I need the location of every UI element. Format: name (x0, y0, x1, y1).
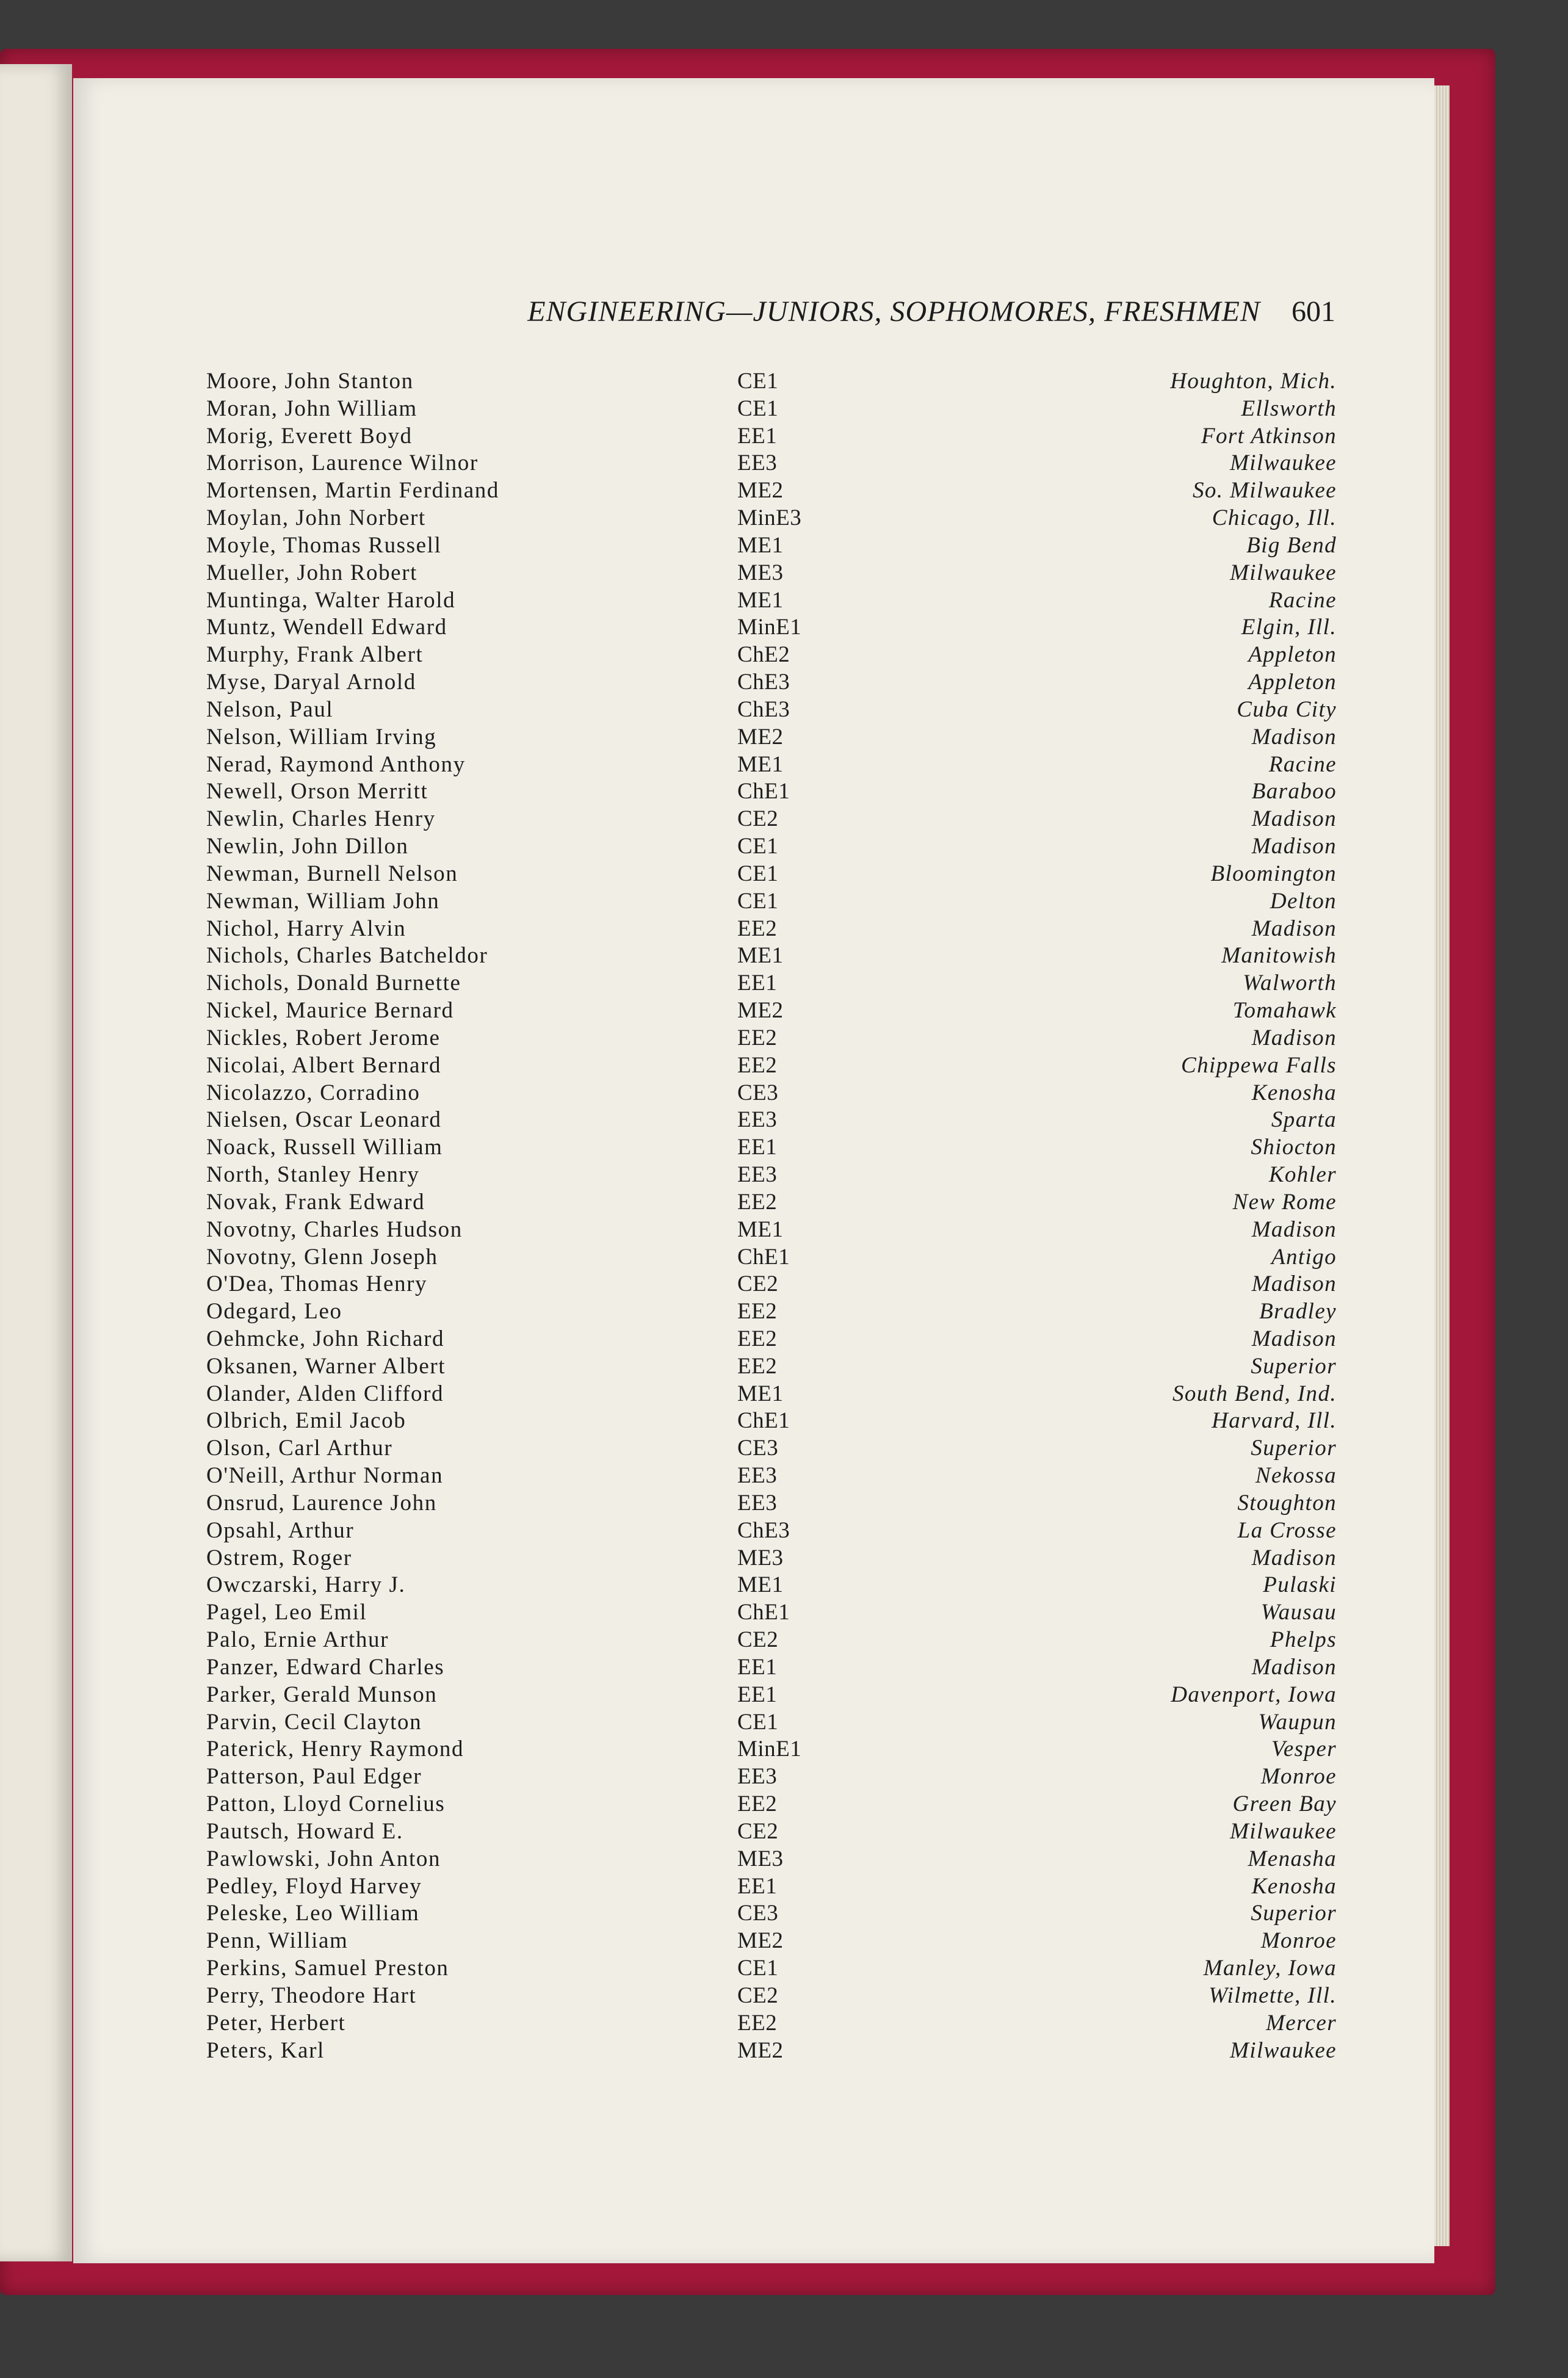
student-name: Muntinga, Walter Harold (206, 587, 456, 613)
student-name: Olson, Carl Arthur (206, 1436, 393, 1461)
student-hometown: Bloomington (1210, 861, 1337, 886)
student-row (206, 806, 1337, 833)
student-hometown: Davenport, Iowa (1171, 1682, 1337, 1707)
student-course: CE2 (737, 1627, 779, 1653)
student-row (206, 1545, 1337, 1572)
student-course: ChE1 (737, 1408, 790, 1434)
student-course: EE3 (737, 1490, 778, 1516)
student-hometown: Shiocton (1251, 1135, 1337, 1160)
student-course: EE1 (737, 423, 778, 449)
student-course: EE3 (737, 1162, 778, 1188)
student-row (206, 1709, 1337, 1737)
student-course: CE3 (737, 1436, 779, 1461)
student-name: Patton, Lloyd Cornelius (206, 1791, 446, 1817)
student-hometown: Mercer (1266, 2010, 1337, 2036)
student-roster (206, 368, 1337, 2064)
student-hometown: Bradley (1259, 1299, 1337, 1325)
student-course: CE1 (737, 861, 779, 886)
student-course: MinE1 (737, 615, 802, 640)
student-course: CE1 (737, 1956, 779, 1981)
student-name: Panzer, Edward Charles (206, 1654, 445, 1680)
student-name: Opsahl, Arthur (206, 1517, 355, 1543)
student-course: EE3 (737, 1463, 778, 1489)
student-name: O'Neill, Arthur Norman (206, 1463, 444, 1489)
student-course: CE1 (737, 396, 779, 421)
student-hometown: Walworth (1243, 970, 1337, 996)
student-row (206, 1873, 1337, 1901)
student-row (206, 2010, 1337, 2037)
student-course: CE1 (737, 888, 779, 914)
student-row (206, 1381, 1337, 1408)
student-name: Nielsen, Oscar Leonard (206, 1107, 442, 1133)
student-name: Perkins, Samuel Preston (206, 1956, 449, 1981)
student-hometown: Milwaukee (1230, 2037, 1337, 2063)
student-hometown: New Rome (1232, 1189, 1337, 1215)
student-row (206, 1572, 1337, 1599)
student-name: Onsrud, Laurence John (206, 1490, 437, 1516)
student-row (206, 1271, 1337, 1298)
student-hometown: Monroe (1260, 1928, 1337, 1954)
student-hometown: Wausau (1260, 1600, 1337, 1625)
student-course: MinE3 (737, 505, 802, 531)
student-hometown: Madison (1251, 1271, 1337, 1297)
student-name: Pagel, Leo Emil (206, 1600, 367, 1625)
student-course: EE1 (737, 1654, 778, 1680)
student-name: Myse, Daryal Arnold (206, 670, 416, 695)
student-hometown: Kenosha (1251, 1873, 1337, 1899)
student-row (206, 1025, 1337, 1052)
student-name: Olbrich, Emil Jacob (206, 1408, 406, 1434)
student-hometown: Superior (1251, 1353, 1337, 1379)
student-row (206, 970, 1337, 997)
student-hometown: Waupun (1258, 1709, 1337, 1735)
student-hometown: Houghton, Mich. (1170, 369, 1337, 394)
student-hometown: Milwaukee (1230, 560, 1337, 585)
student-hometown: Baraboo (1251, 779, 1337, 804)
running-head: ENGINEERING—JUNIORS, SOPHOMORES, FRESHMEN (527, 295, 1260, 328)
student-hometown: Phelps (1270, 1627, 1337, 1653)
student-course: ChE3 (737, 670, 790, 695)
student-name: Pautsch, Howard E. (206, 1818, 403, 1844)
student-name: Pawlowski, John Anton (206, 1846, 441, 1871)
student-row (206, 560, 1337, 587)
student-name: Paterick, Henry Raymond (206, 1737, 464, 1762)
student-course: EE1 (737, 1135, 778, 1160)
student-course: EE3 (737, 1764, 778, 1790)
student-course: ME3 (737, 1545, 784, 1570)
student-name: Nicolazzo, Corradino (206, 1080, 421, 1105)
student-course: EE2 (737, 1052, 778, 1078)
student-name: Mortensen, Martin Ferdinand (206, 478, 499, 504)
student-name: Novak, Frank Edward (206, 1189, 425, 1215)
student-course: EE1 (737, 1873, 778, 1899)
student-hometown: Vesper (1271, 1737, 1337, 1762)
student-row (206, 751, 1337, 779)
student-row (206, 614, 1337, 641)
student-name: Novotny, Glenn Joseph (206, 1244, 438, 1270)
student-name: Palo, Ernie Arthur (206, 1627, 389, 1653)
student-course: EE2 (737, 1299, 778, 1325)
student-course: ME1 (737, 1572, 784, 1598)
student-row (206, 450, 1337, 477)
student-row (206, 1736, 1337, 1763)
student-row (206, 1682, 1337, 1709)
student-hometown: Antigo (1271, 1244, 1337, 1270)
student-course: ME1 (737, 587, 784, 613)
student-row (206, 368, 1337, 396)
student-course: ME3 (737, 1846, 784, 1871)
student-row (206, 2037, 1337, 2065)
student-hometown: Elgin, Ill. (1241, 615, 1337, 640)
student-name: Nickel, Maurice Bernard (206, 998, 454, 1024)
student-course: ChE1 (737, 1600, 790, 1625)
student-hometown: Chicago, Ill. (1212, 505, 1337, 531)
student-hometown: Madison (1251, 916, 1337, 941)
student-name: Ostrem, Roger (206, 1545, 352, 1570)
student-course: CE1 (737, 1709, 779, 1735)
student-row (206, 532, 1337, 560)
student-hometown: Monroe (1260, 1764, 1337, 1790)
student-hometown: Sparta (1271, 1107, 1337, 1133)
student-hometown: Superior (1251, 1436, 1337, 1461)
student-row (206, 1928, 1337, 1955)
student-name: Parker, Gerald Munson (206, 1682, 438, 1707)
student-hometown: Madison (1251, 834, 1337, 859)
student-row (206, 1900, 1337, 1928)
student-row (206, 1216, 1337, 1244)
student-row (206, 1818, 1337, 1846)
student-name: Newlin, John Dillon (206, 834, 409, 859)
student-course: ChE1 (737, 1244, 790, 1270)
student-name: O'Dea, Thomas Henry (206, 1271, 428, 1297)
student-name: Newlin, Charles Henry (206, 806, 436, 832)
student-course: CE1 (737, 834, 779, 859)
student-course: ME2 (737, 1928, 784, 1954)
student-row (206, 1408, 1337, 1435)
student-row (206, 1791, 1337, 1818)
student-row (206, 724, 1337, 751)
student-name: Nichols, Charles Batcheldor (206, 943, 488, 969)
student-course: EE2 (737, 1326, 778, 1351)
student-hometown: Tomahawk (1232, 998, 1337, 1024)
student-hometown: Madison (1251, 1545, 1337, 1570)
student-hometown: Harvard, Ill. (1212, 1408, 1337, 1434)
student-name: Penn, William (206, 1928, 349, 1954)
student-hometown: South Bend, Ind. (1172, 1381, 1337, 1406)
student-hometown: Nekossa (1255, 1463, 1337, 1489)
student-row (206, 1846, 1337, 1873)
student-row (206, 833, 1337, 861)
student-row (206, 1462, 1337, 1490)
student-row (206, 1982, 1337, 2010)
student-name: Newman, William John (206, 888, 440, 914)
student-row (206, 1517, 1337, 1545)
student-name: Moylan, John Norbert (206, 505, 426, 531)
student-name: North, Stanley Henry (206, 1162, 420, 1188)
student-hometown: Appleton (1248, 670, 1337, 695)
student-course: ChE2 (737, 642, 790, 668)
student-row (206, 1490, 1337, 1517)
student-row (206, 1134, 1337, 1162)
student-hometown: Stoughton (1237, 1490, 1337, 1516)
student-name: Peleske, Leo William (206, 1901, 420, 1926)
student-hometown: Madison (1251, 1216, 1337, 1242)
student-hometown: Madison (1251, 1025, 1337, 1050)
page-number: 601 (1292, 295, 1335, 328)
student-name: Perry, Theodore Hart (206, 1982, 417, 2008)
student-hometown: Madison (1251, 806, 1337, 832)
student-hometown: Madison (1251, 1326, 1337, 1351)
student-course: CE3 (737, 1080, 779, 1105)
student-row (206, 1298, 1337, 1326)
student-name: Noack, Russell William (206, 1135, 443, 1160)
student-name: Nichol, Harry Alvin (206, 916, 406, 941)
student-row (206, 587, 1337, 615)
student-course: CE3 (737, 1901, 779, 1926)
student-course: EE2 (737, 1791, 778, 1817)
student-hometown: Racine (1268, 587, 1337, 613)
student-course: CE2 (737, 806, 779, 832)
student-course: EE2 (737, 1025, 778, 1050)
student-course: EE2 (737, 916, 778, 941)
student-hometown: Cuba City (1237, 696, 1337, 722)
student-row (206, 1052, 1337, 1080)
student-course: EE2 (737, 1353, 778, 1379)
student-hometown: Kenosha (1251, 1080, 1337, 1105)
student-course: ChE3 (737, 696, 790, 722)
student-course: ChE3 (737, 1517, 790, 1543)
student-course: MinE1 (737, 1737, 802, 1762)
student-name: Nichols, Donald Burnette (206, 970, 461, 996)
student-course: ME3 (737, 560, 784, 585)
student-row (206, 1080, 1337, 1107)
student-name: Novotny, Charles Hudson (206, 1216, 463, 1242)
student-course: CE2 (737, 1982, 779, 2008)
student-row (206, 477, 1337, 505)
student-hometown: Milwaukee (1230, 1818, 1337, 1844)
student-name: Murphy, Frank Albert (206, 642, 424, 668)
student-name: Odegard, Leo (206, 1299, 342, 1325)
facing-page-edge (0, 64, 72, 2261)
student-course: EE3 (737, 1107, 778, 1133)
student-name: Parvin, Cecil Clayton (206, 1709, 422, 1735)
student-course: EE1 (737, 970, 778, 996)
student-course: ME2 (737, 724, 784, 750)
student-row (206, 505, 1337, 532)
student-row (206, 1955, 1337, 1982)
student-name: Moran, John William (206, 396, 417, 421)
student-name: Nicolai, Albert Bernard (206, 1052, 442, 1078)
student-name: Moore, John Stanton (206, 369, 414, 394)
student-course: ME2 (737, 998, 784, 1024)
student-course: ME1 (737, 943, 784, 969)
student-hometown: Big Bend (1246, 532, 1337, 558)
student-row (206, 423, 1337, 450)
student-row (206, 641, 1337, 669)
student-row (206, 1353, 1337, 1381)
student-name: Peter, Herbert (206, 2010, 346, 2036)
book-page (73, 78, 1434, 2263)
student-name: Nelson, William Irving (206, 724, 437, 750)
student-course: ME2 (737, 478, 784, 504)
student-course: ME1 (737, 1216, 784, 1242)
student-hometown: Kohler (1268, 1162, 1337, 1188)
student-name: Newman, Burnell Nelson (206, 861, 458, 886)
student-name: Nerad, Raymond Anthony (206, 751, 466, 777)
student-course: CE2 (737, 1818, 779, 1844)
student-row (206, 1627, 1337, 1654)
student-hometown: Manitowish (1221, 943, 1337, 969)
student-hometown: Appleton (1248, 642, 1337, 668)
student-course: EE1 (737, 1682, 778, 1707)
student-course: ME2 (737, 2037, 784, 2063)
student-hometown: Ellsworth (1241, 396, 1337, 421)
student-hometown: Manley, Iowa (1203, 1956, 1337, 1981)
student-name: Oksanen, Warner Albert (206, 1353, 446, 1379)
student-row (206, 916, 1337, 943)
student-row (206, 1107, 1337, 1134)
student-row (206, 888, 1337, 916)
student-row (206, 696, 1337, 724)
student-course: ME1 (737, 532, 784, 558)
student-row (206, 1326, 1337, 1353)
student-hometown: Delton (1270, 888, 1337, 914)
student-row (206, 1599, 1337, 1627)
student-name: Owczarski, Harry J. (206, 1572, 406, 1598)
student-course: CE2 (737, 1271, 779, 1297)
student-row (206, 942, 1337, 970)
student-name: Morrison, Laurence Wilnor (206, 450, 479, 476)
student-hometown: Fort Atkinson (1201, 423, 1337, 449)
student-hometown: Chippewa Falls (1181, 1052, 1337, 1078)
student-row (206, 1435, 1337, 1462)
student-row (206, 1162, 1337, 1189)
student-name: Pedley, Floyd Harvey (206, 1873, 422, 1899)
student-name: Peters, Karl (206, 2037, 325, 2063)
student-hometown: Madison (1251, 724, 1337, 750)
student-course: EE2 (737, 2010, 778, 2036)
student-name: Nickles, Robert Jerome (206, 1025, 441, 1050)
student-hometown: So. Milwaukee (1192, 478, 1337, 504)
student-name: Olander, Alden Clifford (206, 1381, 444, 1406)
student-hometown: Milwaukee (1230, 450, 1337, 476)
student-hometown: Menasha (1248, 1846, 1337, 1871)
student-course: ME1 (737, 1381, 784, 1406)
student-row (206, 778, 1337, 806)
student-course: ChE1 (737, 779, 790, 804)
student-name: Mueller, John Robert (206, 560, 417, 585)
student-name: Newell, Orson Merritt (206, 779, 428, 804)
student-row (206, 1763, 1337, 1791)
student-hometown: Racine (1268, 751, 1337, 777)
student-row (206, 997, 1337, 1025)
student-row (206, 861, 1337, 888)
student-hometown: Madison (1251, 1654, 1337, 1680)
student-hometown: Green Bay (1232, 1791, 1337, 1817)
student-name: Oehmcke, John Richard (206, 1326, 445, 1351)
student-hometown: Pulaski (1263, 1572, 1337, 1598)
student-row (206, 1654, 1337, 1682)
student-course: EE2 (737, 1189, 778, 1215)
student-course: ME1 (737, 751, 784, 777)
student-row (206, 1189, 1337, 1216)
student-row (206, 1244, 1337, 1271)
student-row (206, 669, 1337, 696)
student-row (206, 396, 1337, 423)
student-hometown: La Crosse (1237, 1517, 1337, 1543)
student-hometown: Superior (1251, 1901, 1337, 1926)
student-course: CE1 (737, 369, 779, 394)
student-course: EE3 (737, 450, 778, 476)
student-name: Muntz, Wendell Edward (206, 615, 447, 640)
student-name: Moyle, Thomas Russell (206, 532, 442, 558)
student-name: Morig, Everett Boyd (206, 423, 413, 449)
student-name: Patterson, Paul Edger (206, 1764, 422, 1790)
student-hometown: Wilmette, Ill. (1209, 1982, 1337, 2008)
student-name: Nelson, Paul (206, 696, 334, 722)
